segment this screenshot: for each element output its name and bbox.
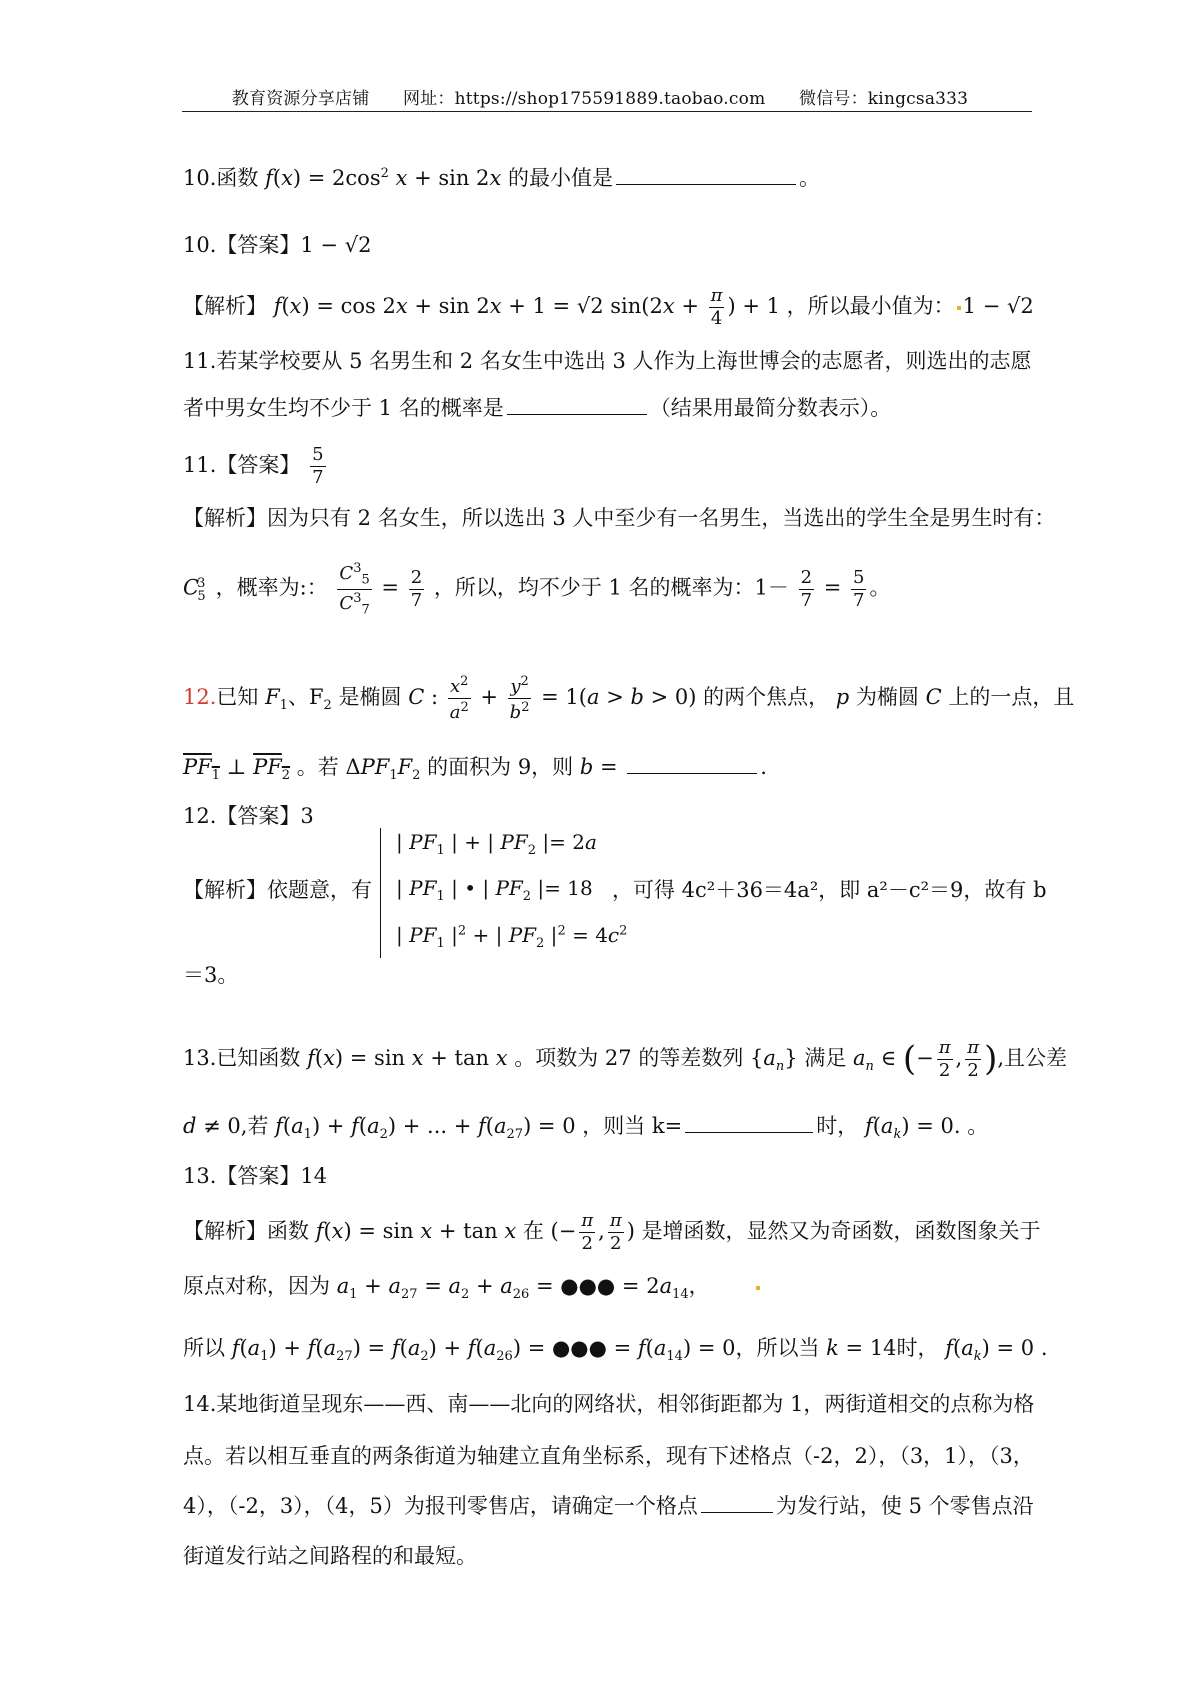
q13-analysis-line3: 所以 $f(a_1) + f(a_{27}) = f(a_2) + f(a_{26})$ = ●●● = $f(a_{14}) = 0$，所以当 k = 14时， $f(a_k) = 0$ . (183, 1336, 1048, 1365)
header-shop: 教育资源分享店铺 (231, 89, 370, 109)
q11-answer: 11.【答案】 $\frac{5}{7}$ (183, 444, 324, 488)
q14-line2: 点。若以相互垂直的两条街道为轴建立直角坐标系，现有下述格点（-2，2），（3，1），（3， (183, 1444, 1034, 1468)
q13-answer: 13.【答案】14 (183, 1164, 328, 1188)
q10-question: 10.函数 $f(x) = 2\cos^2$ x + sin 2x 的最小值是 。 (183, 166, 820, 190)
header-url: 网址：https://shop175591889.taobao.com (403, 89, 766, 109)
q13-analysis-line1: 【解析】函数 f(x) = sin x + tan x 在 (− $\frac{\pi}{2}$ , $\frac{\pi}{2}$ ) 是增函数，显然又为奇函数，函数图象关于 (183, 1210, 1041, 1254)
q13-analysis-line2: 原点对称，因为 $a_1 + a_{27} = a_2 + a_{26}$ = ●●● = $2a_{14}$， (183, 1274, 762, 1303)
q12-question-line2: $PF_1$ ⊥ $PF_2$ 。若 $\Delta PF_1F_2$ 的面积为 9，则 b = . (183, 755, 767, 784)
q12-analysis-end: ＝3。 (183, 963, 239, 987)
q13-question-line1: 13.已知函数 f(x) = sin x + tan x 。项数为 27 的等差数列 $\{a_n\}$ 满足 $a_n$ ∈ (− $\frac{\pi}{2}$ , $\frac{\pi}{2}$ ),且公差 (183, 1037, 1068, 1081)
q12-analysis-mid: ，可得 4c²＋36＝4a²，即 a²－c²＝9，故有 b (612, 878, 1047, 902)
q12-answer: 12.【答案】3 (183, 804, 314, 828)
q11-analysis-line1: 【解析】因为只有 2 名女生，所以选出 3 人中至少有一名男生，当选出的学生全是男生时有： (183, 506, 1056, 530)
q13-question-line2: d ≠ 0,若 $f(a_1) + f(a_2)$ + ... + $f(a_{27}) = 0$ ，则当 k= 时， $f(a_k) = 0$. 。 (183, 1114, 989, 1143)
q14-line3: 4），（-2，3），（4，5）为报刊零售店，请确定一个格点 为发行站，使 5 个零售点沿 (183, 1494, 1034, 1518)
header-wechat: 微信号：kingcsa333 (799, 89, 969, 109)
q11-question-line2: 者中男女生均不少于 1 名的概率是 （结果用最简分数表示）。 (183, 396, 892, 420)
header-rule (182, 111, 1032, 112)
q14-blank (701, 1494, 773, 1513)
q10-answer: 10.【答案】1 − √2 (183, 233, 372, 257)
q11-question-line1: 11.若某学校要从 5 名男生和 2 名女生中选出 3 人作为上海世博会的志愿者，则选出的志愿 (183, 349, 1032, 373)
q10-analysis: 【解析】 f(x) = cos 2x + sin 2x + 1 = √2 sin(2x + $\frac{\pi}{4}$ ) + 1 ，所以最小值为： 1 − √2 (183, 285, 1034, 329)
q14-line1: 14.某地街道呈现东——西、南——北向的网络状，相邻街距都为 1，两街道相交的点称为格 (183, 1392, 1035, 1416)
q11-blank (507, 396, 647, 415)
q12-blank (627, 755, 757, 774)
q12-analysis-label: 【解析】依题意，有 (183, 878, 372, 902)
q11-analysis-line2: $C^3_5$ ，概率为:： $\frac{C^3_5}{C^3_7}$ = $\frac{2}{7}$ ，所以，均不少于 1 名的概率为：1－ $\frac{2}{7}$ = $\frac{5}{7}$ 。 (183, 561, 891, 618)
q14-line4: 街道发行站之间路程的和最短。 (183, 1544, 477, 1568)
page-header (0, 84, 1200, 109)
q12-question-line1: 12.已知 $F_1$、$F_2$ 是椭圆 C : $\frac{x^2}{a^2}$ + $\frac{y^2}{b^2}$ = 1(a > b > 0) 的两个焦点， p 为椭圆 C 上的一点，且 (183, 674, 1075, 723)
q13-blank (685, 1114, 813, 1133)
q10-blank (616, 166, 796, 185)
